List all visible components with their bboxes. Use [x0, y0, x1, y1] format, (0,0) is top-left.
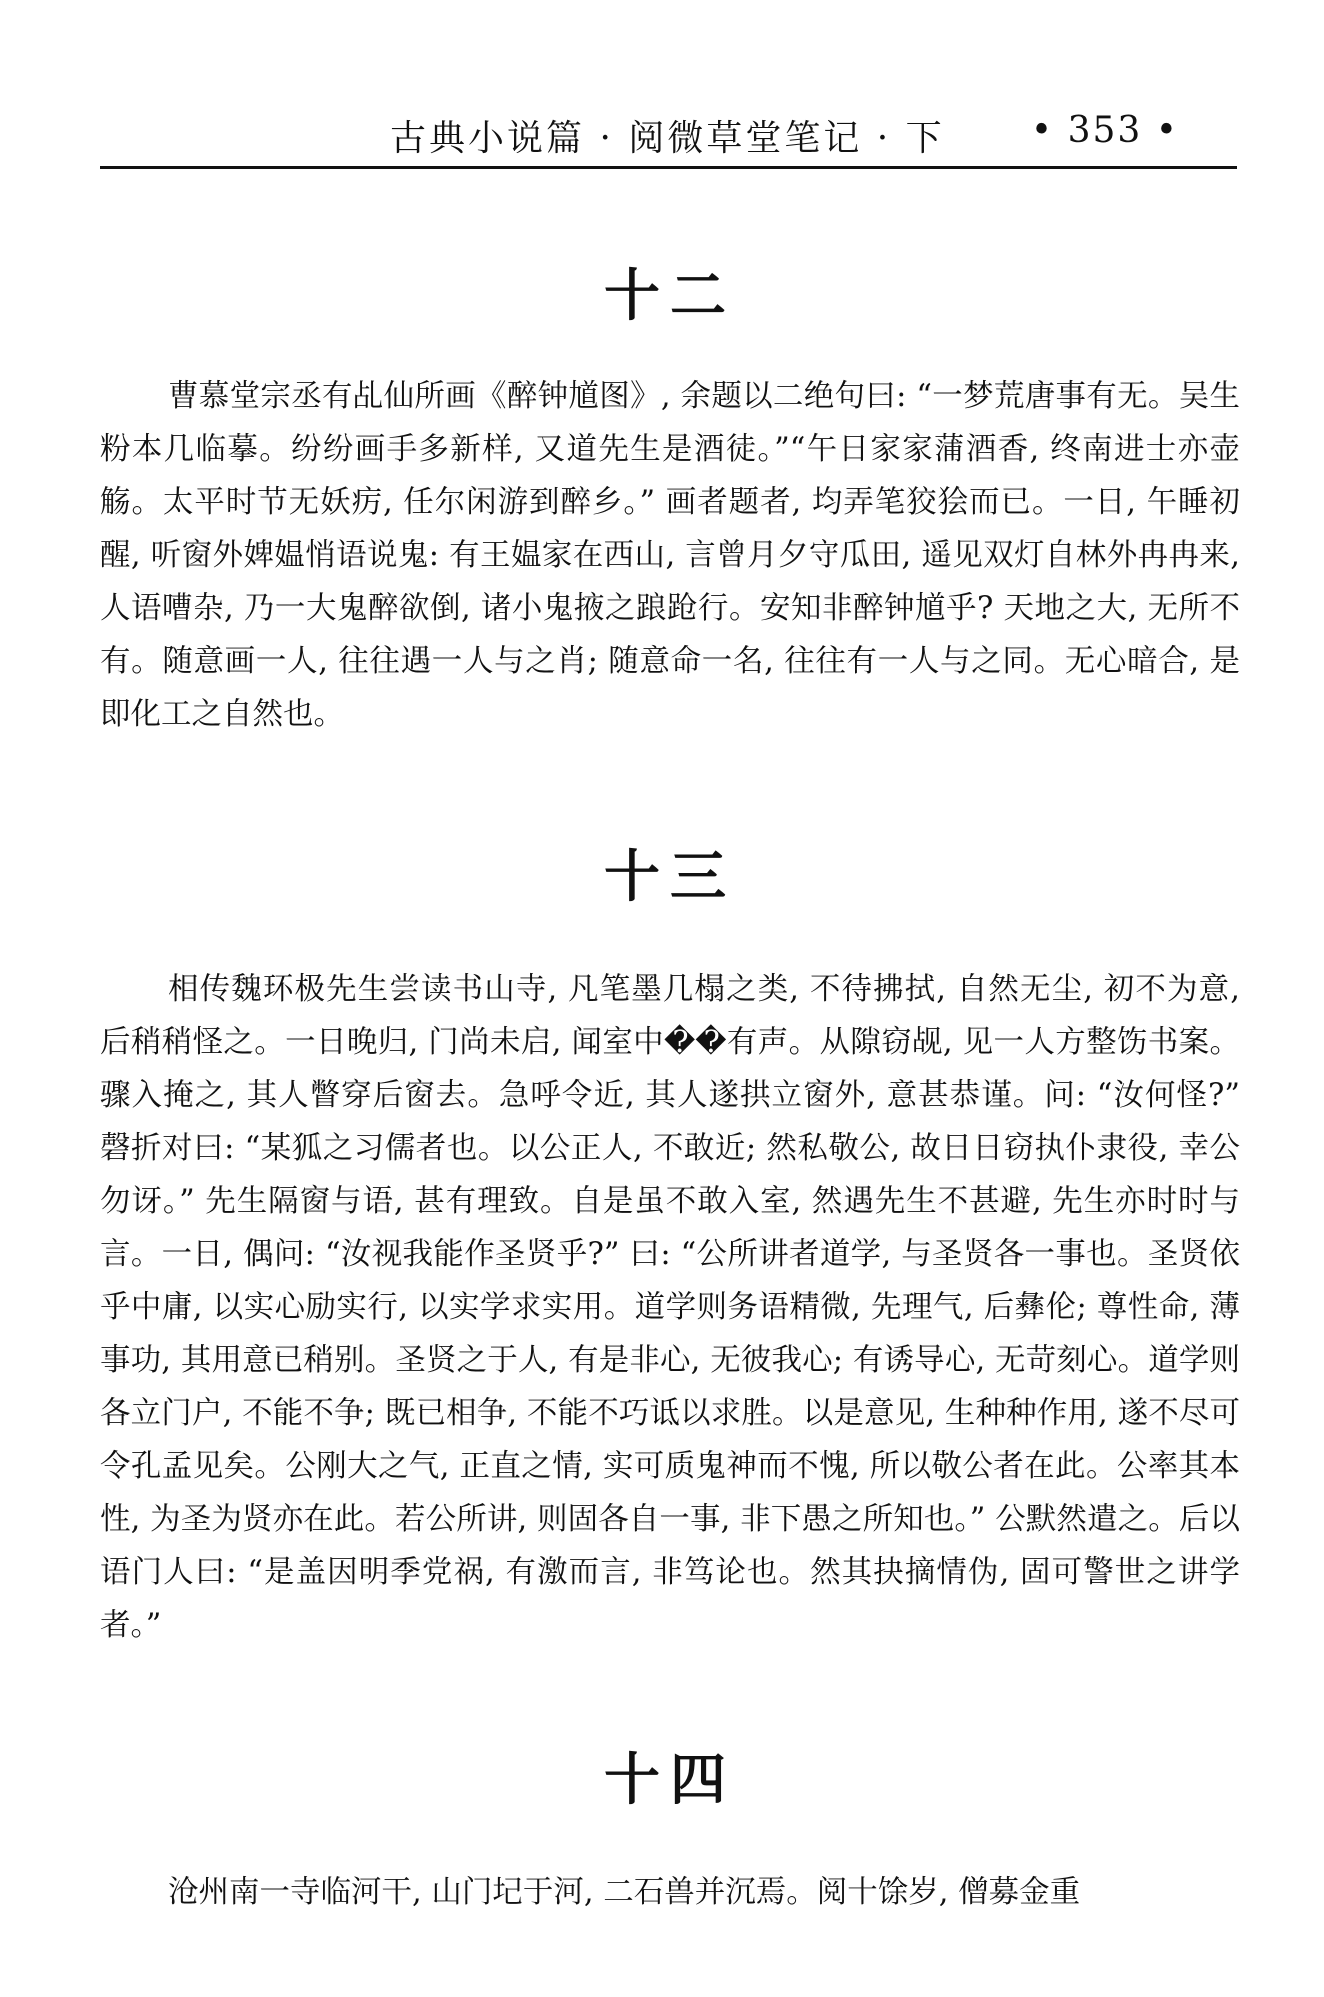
section-13 [100, 843, 1240, 1652]
section-heading: 十四 [604, 1748, 736, 1813]
section-paragraph: 沧州南一寺临河干, 山门圮于河, 二石兽并沉焉。阅十馀岁, 僧募金重 [168, 1875, 1081, 1910]
section-paragraph: 曹慕堂宗丞有乩仙所画《醉钟馗图》, 余题以二绝句曰: “一梦荒唐事有无。吴生粉本几临摹。纷纷画手多新样, 又道先生是酒徒。”“午日家家蒲酒香, 终南进士亦壶觞。太平时节无妖疠, 任尔闲游到醉乡。” 画者题者, 均弄笔狡狯而已。一日, 午睡初醒, 听窗外婢媪悄语说鬼: 有王媪家在西山, 言曾月夕守瓜田, 遥见双灯自林外冉冉来, 人语嘈杂, 乃一大鬼醉欲倒, 诸小鬼掖之踉跄行。安知非醉钟馗乎? 天地之大, 无所不有。随意画一人, 往往遇一人与之肖; 随意命一名, 往往有一人与之同。无心暗合, 是即化工之自然也。 [100, 379, 1240, 732]
section-12 [100, 262, 1240, 741]
page-number: • 353 • [1030, 110, 1179, 151]
section-heading: 十三 [604, 845, 736, 910]
section-paragraph: 相传魏环极先生尝读书山寺, 凡笔墨几榻之类, 不待拂拭, 自然无尘, 初不为意, 后稍稍怪之。一日晚归, 门尚未启, 闻室中��有声。从隙窃觇, 见一人方整饬书案。骤入掩之, 其人瞥穿后窗去。急呼令近, 其人遂拱立窗外, 意甚恭谨。问: “汝何怪?” 磬折对曰: “某狐之习儒者也。以公正人, 不敢近; 然私敬公, 故日日窃执仆隶役, 幸公勿讶。” 先生隔窗与语, 甚有理致。自是虽不敢入室, 然遇先生不甚避, 先生亦时时与言。一日, 偶问: “汝视我能作圣贤乎?” 曰: “公所讲者道学, 与圣贤各一事也。圣贤依乎中庸, 以实心励实行, 以实学求实用。道学则务语精微, 先理气, 后彝伦; 尊性命, 薄事功, 其用意已稍别。圣贤之于人, 有是非心, 无彼我心; 有诱导心, 无苛刻心。道学则各立门户, 不能不争; 既已相争, 不能不巧诋以求胜。以是意见, 生种种作用, 遂不尽可令孔孟见矣。公刚大之气, 正直之情, 实可质鬼神而不愧, 所以敬公者在此。公率其本性, 为圣为贤亦在此。若公所讲, 则固各自一事, 非下愚之所知也。” 公默然遣之。后以语门人曰: “是盖因明季党祸, 有激而言, 非笃论也。然其抉摘情伪, 固可警世之讲学者。” [100, 972, 1240, 1643]
page-header [100, 108, 1237, 169]
section-heading: 十二 [604, 264, 736, 329]
section-14 [100, 1746, 1240, 1919]
running-title: 古典小说篇 · 阅微草堂笔记 · 下 [390, 118, 945, 159]
